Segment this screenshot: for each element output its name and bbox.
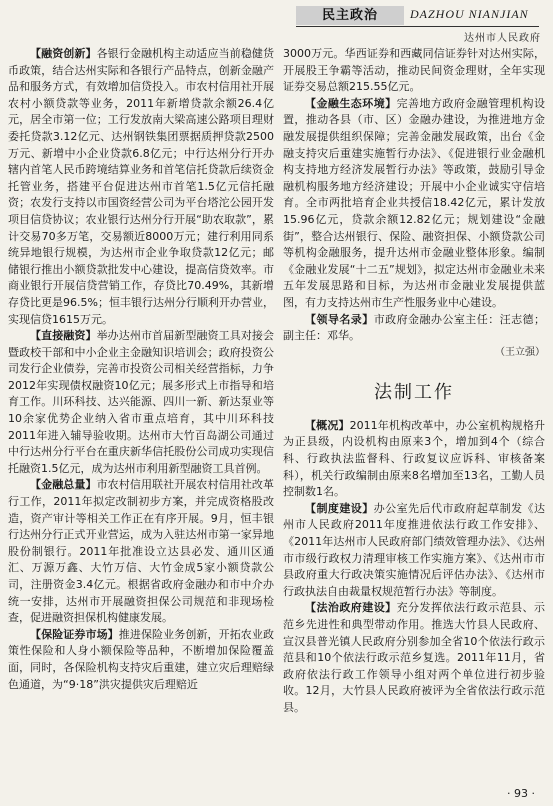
para-tag: 【金融生态环境】	[305, 96, 397, 110]
paragraph	[283, 312, 545, 345]
para-tag: 【制度建设】	[305, 501, 374, 515]
section-title: 法制工作	[374, 382, 454, 404]
journal-title: DAZHOU NIANJIAN	[410, 7, 529, 21]
para-tag: 【概况】	[305, 418, 350, 432]
para-tag: 【金融总量】	[30, 478, 97, 492]
paragraph	[283, 418, 545, 501]
journal-subtitle: 达州市人民政府	[464, 33, 541, 44]
right-column	[283, 46, 545, 717]
para-text: 办公室先后代市政府起草制发《达州市人民政府2011年度推进依法行政工作安排》、《2011年达州市人民政府部门绩效管理办法》、《达州市市级行政权力清理审核工作实施方案》、《达州市市县政府重大行政决策实施情况后评估办法》、《达州市行政执法自由裁量权规范暂行办法》等制度。	[283, 501, 546, 598]
paragraph	[8, 477, 274, 626]
para-tag: 【直接融资】	[30, 329, 97, 343]
para-text: 完善地方政府金融管理机构设置，推动各县（市、区）金融办建设，为推进地方金融发展提供组织保障；完善金融发展政策，出台《金融支持灾后重建实施暂行办法》、《促进银行业金融机构支持地方经济发展暂行办法》等政策，鼓励引导金融机构服务地方经济建设；开展中小企业诚实守信培育。全市两批培育企业共授信18.42亿元，累计发放15.96亿元，贷款余额12.82亿元；规划建设“金融街”，整合达州银行、保险、融资担保、小额贷款公司等机构金融服务，提升达州市金融业整体形象。编制《金融业发展“十二五”规划》，拟定达州市金融业未来五年发展思路和目标，为达州市金融业发展提供蓝图，有力支持达州市生产性服务业中心建设。	[283, 96, 546, 309]
para-text: 各银行金融机构主动适应当前稳健货币政策，结合达州实际和各银行产品特点，创新金融产品和服务方式，有效增加信贷投入。市农村信用社开展农村小额贷款等业务，2011年新增贷款余额26.4亿元，居全市第一位；工行发放南大梁高速公路项目理财委托贷款3.12亿元、达州钢铁集团票据质押贷款2500万元、新增中小企业贷款6.8亿元；中行达州分行开办辖内首笔人民币跨境结算业务和首笔信托贷款后续资金托管业务，搭建平台促进达州市首笔1.5亿元信托融资；农发行支持以市国资经营公司为平台塔沱公园开发项目信贷协议；农业银行达州分行开展“助农取款”，累计交易70多万笔，交易额近8000万元；建行利用同系统异地银行规模，为达州市企业争取贷款12亿元；邮储银行推出小额贷款批发中心建设，提高信贷效率。市商业银行开展信贷营销工作，存贷比70.49%，其新增存贷比更是96.5%；恒丰银行达州分行顺利开办营业，实现信贷1615万元。	[8, 47, 275, 326]
para-text: 举办达州市首届新型融资工具对接会暨政校干部和中小企业主金融知识培训会；政府投资公司发行企业债券，完善市投资公司相关经营指标，力争2012年实现债权融资10亿元；展多形式上市指导和培育工作。川环科技、达兴能源、四川一新、新达泵业等10余家优势企业纳入省市重点培育，其中川环科技2011年进入辅导验收期。达州市大竹百岛湖公司通过中行达州分行平台在重庆新华信托股份公司成功实现信托融资1.5亿元，成为达州市利用新型融资工具首例。	[8, 329, 275, 475]
section-label: 民主政治	[296, 6, 404, 25]
para-text: 2011年机构改革中，办公室机构规格升为正县级，内设机构由原来3个，增加到4个（综合科、行政执法监督科、行政复议应诉科、审核备案科），机关行政编制由原来8名增加至13名，工勤人员控制数1名。	[283, 418, 546, 499]
page-number: · 93 ·	[507, 787, 535, 800]
para-text: 3000万元。华西证券和西藏同信证券针对达州实际，开展股王争霸等活动，推动民间资金理财，全年实现证券交易总额215.55亿元。	[283, 47, 545, 94]
author-credit: （王立强）	[495, 346, 545, 358]
para-tag: 【融资创新】	[30, 47, 97, 60]
paragraph	[8, 328, 274, 477]
header-rule	[296, 26, 539, 27]
para-tag: 【法治政府建设】	[305, 601, 397, 615]
paragraph	[283, 600, 545, 716]
paragraph	[283, 46, 545, 96]
para-text: 市政府金融办公室主任：汪志德；副主任：邓华。	[283, 312, 546, 343]
paragraph	[8, 46, 274, 328]
left-column	[8, 46, 274, 693]
paragraph	[283, 96, 545, 312]
para-text: 充分发挥依法行政示范县、示范乡先进性和典型带动作用。推选大竹县人民政府、宣汉县普光镇人民政府分别参加全省10个依法行政示范县和10个依法行政示范乡复选。2011年11月，省政府依法行政工作领导小组对两个单位进行初步验收。12月，大竹县人民政府被评为全省依法行政示范县。	[283, 601, 546, 714]
para-tag: 【领导名录】	[305, 312, 374, 326]
paragraph	[8, 627, 274, 693]
para-tag: 【保险证券市场】	[30, 627, 119, 641]
paragraph	[283, 501, 545, 601]
para-text: 市农村信用联社开展农村信用社改革行工作，2011年拟定改制初步方案，并完成资格股改造，资产审计等相关工作正在有序开展。9月，恒丰银行达州分行正式开业营运，成为入驻达州市第一家异地股份制银行。2011年批准设立达县必发、通川区通汇、万源万鑫、大竹万信、大竹金成5家小额贷款公司，注册资金3.4亿元。根据省政府金融办和市中介办统一安排，达州市开展融资担保公司规范和非现场检查，促进融资担保机构健康发展。	[8, 478, 275, 625]
para-text: 推进保险业务创新，开拓农业政策性保险和人身小额保险等品种，不断增加保险覆盖面，同时，各保险机构支持灾后重建，建立灾后理赔绿色通道，为“9·18”洪灾提供灾后理赔近	[8, 627, 275, 691]
page-header	[0, 0, 553, 46]
